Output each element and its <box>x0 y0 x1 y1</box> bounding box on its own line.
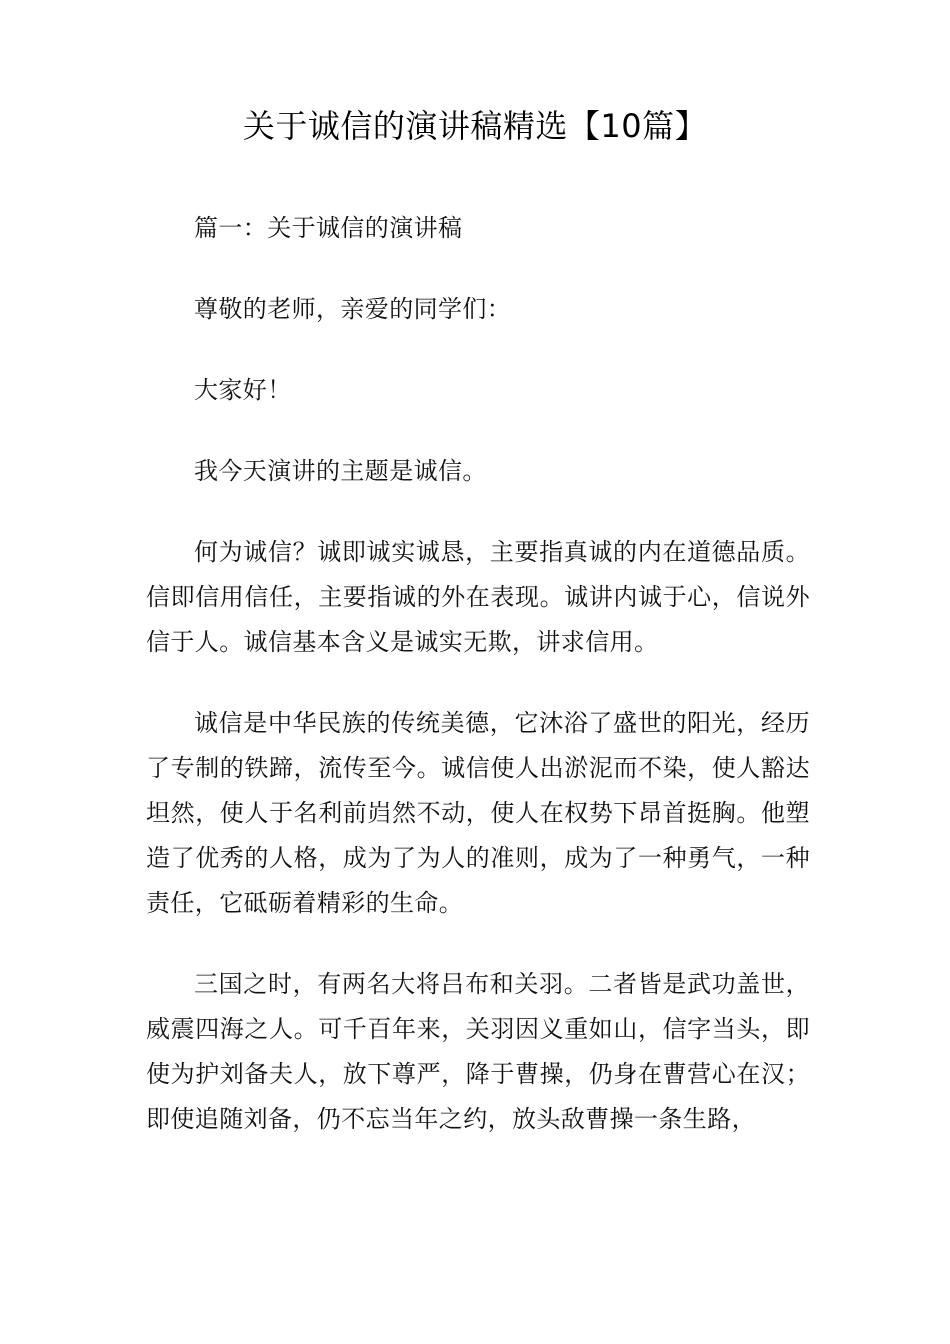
paragraph-tradition: 诚信是中华民族的传统美德，它沐浴了盛世的阳光，经历了专制的铁蹄，流传至今。诚信使人出淤泥而不染，使人豁达坦然，使人于名利前岿然不动，使人在权势下昂首挺胸。他塑造了优秀的人格，成为了为人的准则，成为了一种勇气，一种责任，它砥砺着精彩的生命。 <box>146 709 810 917</box>
section-heading: 篇一：关于诚信的演讲稿 <box>194 214 463 242</box>
theme-statement: 我今天演讲的主题是诚信。 <box>194 457 487 485</box>
greeting: 大家好！ <box>194 376 292 404</box>
salutation: 尊敬的老师，亲爱的同学们： <box>194 295 512 323</box>
paragraph-definition: 何为诚信？诚即诚实诚恳，主要指真诚的内在道德品质。信即信用信任，主要指诚的外在表现。诚讲内诚于心，信说外信于人。诚信基本含义是诚实无欺，讲求信用。 <box>146 538 810 656</box>
document-title: 关于诚信的演讲稿精选【10篇】 <box>242 107 708 145</box>
document-body <box>146 206 810 1142</box>
paragraph-three-kingdoms: 三国之时，有两名大将吕布和关羽。二者皆是武功盖世，威震四海之人。可千百年来，关羽因义重如山，信字当头，即使为护刘备夫人，放下尊严，降于曹操，仍身在曹营心在汉；即使追随刘备，仍不忘当年之约，放头敌曹操一条生路， <box>146 970 810 1133</box>
